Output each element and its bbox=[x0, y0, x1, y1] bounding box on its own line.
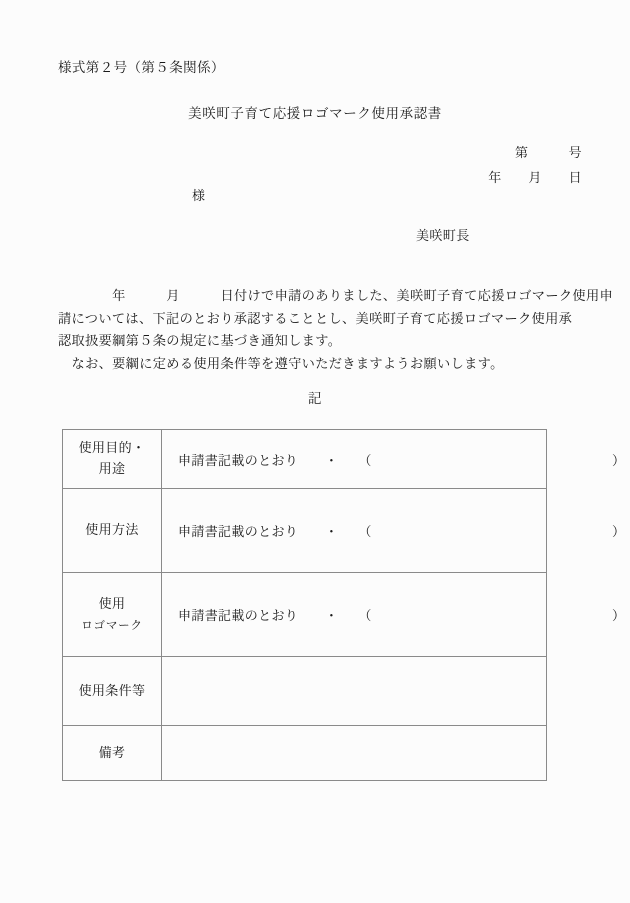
row-label-line-1: 使用条件等 bbox=[78, 683, 146, 699]
document-title: 美咲町子育て応援ロゴマーク使用承認書 bbox=[188, 106, 442, 122]
row-label-line-1: 備考 bbox=[98, 745, 126, 761]
addressee-honorific: 様 bbox=[192, 189, 206, 204]
row-value-remarks[interactable] bbox=[162, 726, 547, 781]
row-value-text: 申請書記載のとおり ・ （ ） bbox=[178, 609, 626, 624]
row-label-usage-method bbox=[63, 489, 162, 573]
row-value-text: 申請書記載のとおり ・ （ ） bbox=[178, 453, 626, 469]
issuer-name: 美咲町長 bbox=[416, 229, 470, 244]
row-label-line-1: 使用方法 bbox=[85, 523, 139, 538]
table-row bbox=[63, 430, 547, 489]
table-row bbox=[63, 726, 547, 781]
row-value-usage-conditions[interactable] bbox=[162, 657, 547, 726]
row-label-usage-conditions bbox=[63, 657, 162, 726]
ki-heading: 記 bbox=[308, 391, 322, 407]
form-number: 様式第２号（第５条関係） bbox=[58, 60, 225, 76]
row-label-line-2: 用途 bbox=[98, 462, 126, 477]
row-label-line-1: 使用 bbox=[98, 596, 126, 612]
table-row bbox=[63, 573, 547, 657]
table-row bbox=[63, 489, 547, 573]
body-paragraph bbox=[58, 286, 614, 376]
row-value-usage-logo[interactable] bbox=[162, 573, 626, 657]
row-label-remarks bbox=[63, 726, 162, 781]
body-line-4: なお、要綱に定める使用条件等を遵守いただきますようお願いします。 bbox=[58, 356, 504, 372]
row-label-line-1: 使用目的・ bbox=[78, 441, 146, 456]
row-label-line-2: ロゴマーク bbox=[81, 617, 143, 632]
approval-details-table bbox=[62, 429, 626, 781]
row-label-usage-logo bbox=[63, 573, 162, 657]
body-line-1: 年 月 日付けで申請のありました、美咲町子育て応援ロゴマーク使用申 bbox=[58, 289, 614, 304]
row-value-text: 申請書記載のとおり ・ （ ） bbox=[178, 525, 626, 540]
body-line-2: 請については、下記のとおり承認することとし、美咲町子育て応援ロゴマーク使用承 bbox=[58, 311, 573, 327]
body-line-3: 認取扱要綱第５条の規定に基づき通知します。 bbox=[58, 334, 342, 349]
document-date: 年 月 日 bbox=[488, 171, 582, 186]
document-serial-number: 第 号 bbox=[514, 146, 582, 161]
row-value-usage-purpose[interactable] bbox=[162, 430, 626, 489]
row-label-usage-purpose bbox=[63, 430, 162, 489]
row-value-usage-method[interactable] bbox=[162, 489, 626, 573]
table-row bbox=[63, 657, 547, 726]
